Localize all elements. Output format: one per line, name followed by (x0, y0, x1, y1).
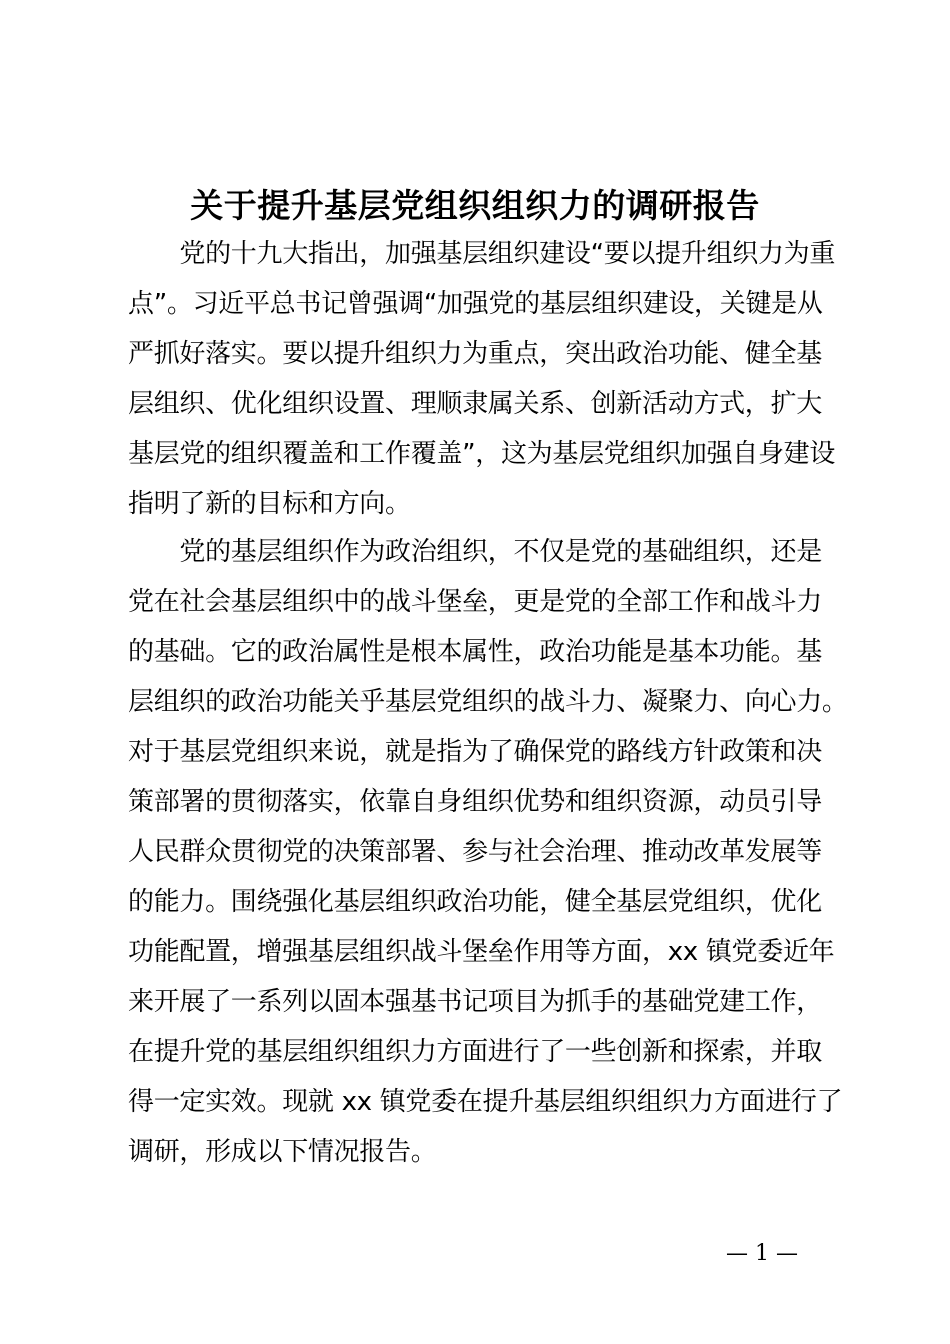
text-line: 对于基层党组织来说，就是指为了确保党的路线方针政策和决 (128, 737, 822, 767)
paragraph-1 (128, 229, 835, 529)
text-line: 指明了新的目标和方向。 (128, 489, 411, 519)
text-line: 党在社会基层组织中的战斗堡垒，更是党的全部工作和战斗力 (128, 587, 822, 617)
text-line: 来开展了一系列以固本强基书记项目为抓手的基础党建工作， (128, 987, 822, 1017)
text-line: 策部署的贯彻落实，依靠自身组织优势和组织资源，动员引导 (128, 787, 822, 817)
document-title: 关于提升基层党组织组织力的调研报告 (190, 186, 760, 225)
paragraph-2 (128, 527, 848, 1177)
text-line: 得一定实效。现就 xx 镇党委在提升基层组织组织力方面进行了 (128, 1087, 843, 1117)
page-number: — 1 — (726, 1241, 798, 1266)
text-line: 点”。习近平总书记曾强调“加强党的基层组织建设，关键是从 (128, 289, 823, 319)
text-line: 层组织的政治功能关乎基层党组织的战斗力、凝聚力、向心力。 (128, 687, 848, 717)
text-line: 人民群众贯彻党的决策部署、参与社会治理、推动改革发展等 (128, 837, 822, 867)
text-line: 的能力。围绕强化基层组织政治功能，健全基层党组织，优化 (128, 887, 822, 917)
text-line: 的基础。它的政治属性是根本属性，政治功能是基本功能。基 (128, 637, 822, 667)
text-line: 基层党的组织覆盖和工作覆盖”，这为基层党组织加强自身建设 (128, 439, 836, 469)
text-line: 党的十九大指出，加强基层组织建设“要以提升组织力为重 (128, 239, 836, 269)
text-line: 调研，形成以下情况报告。 (128, 1137, 437, 1167)
text-line: 功能配置，增强基层组织战斗堡垒作用等方面，xx 镇党委近年 (128, 937, 835, 967)
text-line: 严抓好落实。要以提升组织力为重点，突出政治功能、健全基 (128, 339, 822, 369)
text-line: 层组织、优化组织设置、理顺隶属关系、创新活动方式，扩大 (128, 389, 822, 419)
text-line: 党的基层组织作为政治组织，不仅是党的基础组织，还是 (128, 537, 822, 567)
text-line: 在提升党的基层组织组织力方面进行了一些创新和探索，并取 (128, 1037, 822, 1067)
